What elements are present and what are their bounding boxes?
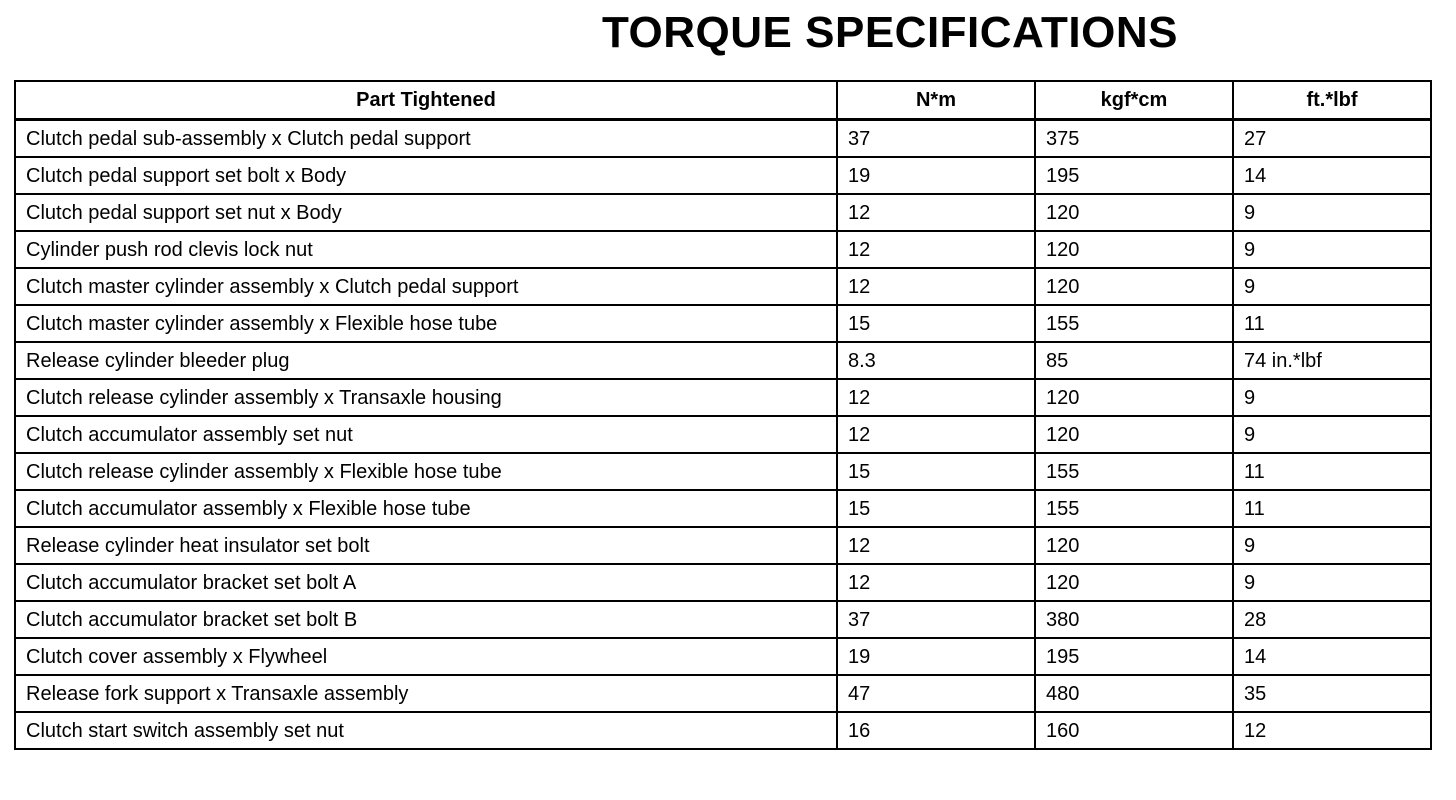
header-part-tightened: Part Tightened xyxy=(15,81,837,120)
cell-ft-lbf: 9 xyxy=(1233,416,1431,453)
cell-kgf-cm: 120 xyxy=(1035,379,1233,416)
cell-part-tightened: Cylinder push rod clevis lock nut xyxy=(15,231,837,268)
cell-kgf-cm: 195 xyxy=(1035,638,1233,675)
cell-part-tightened: Release fork support x Transaxle assembly xyxy=(15,675,837,712)
cell-nm: 19 xyxy=(837,157,1035,194)
table-row xyxy=(15,194,1431,231)
torque-spec-table xyxy=(14,80,1432,750)
cell-part-tightened: Clutch pedal support set nut x Body xyxy=(15,194,837,231)
cell-nm: 8.3 xyxy=(837,342,1035,379)
cell-kgf-cm: 120 xyxy=(1035,231,1233,268)
cell-kgf-cm: 375 xyxy=(1035,120,1233,158)
table-row xyxy=(15,268,1431,305)
cell-ft-lbf: 9 xyxy=(1233,564,1431,601)
cell-nm: 12 xyxy=(837,564,1035,601)
cell-part-tightened: Clutch accumulator assembly x Flexible hose tube xyxy=(15,490,837,527)
cell-kgf-cm: 160 xyxy=(1035,712,1233,749)
cell-ft-lbf: 14 xyxy=(1233,638,1431,675)
cell-nm: 37 xyxy=(837,120,1035,158)
table-row xyxy=(15,564,1431,601)
table-header xyxy=(15,81,1431,120)
cell-kgf-cm: 155 xyxy=(1035,490,1233,527)
cell-nm: 15 xyxy=(837,490,1035,527)
cell-kgf-cm: 120 xyxy=(1035,527,1233,564)
table-row xyxy=(15,231,1431,268)
table-row xyxy=(15,120,1431,158)
cell-ft-lbf: 9 xyxy=(1233,379,1431,416)
table-row xyxy=(15,305,1431,342)
cell-part-tightened: Clutch master cylinder assembly x Clutch pedal support xyxy=(15,268,837,305)
cell-ft-lbf: 12 xyxy=(1233,712,1431,749)
cell-ft-lbf: 27 xyxy=(1233,120,1431,158)
cell-kgf-cm: 120 xyxy=(1035,194,1233,231)
cell-part-tightened: Clutch cover assembly x Flywheel xyxy=(15,638,837,675)
cell-ft-lbf: 74 in.*lbf xyxy=(1233,342,1431,379)
cell-kgf-cm: 85 xyxy=(1035,342,1233,379)
cell-nm: 16 xyxy=(837,712,1035,749)
table-row xyxy=(15,712,1431,749)
cell-nm: 12 xyxy=(837,416,1035,453)
cell-part-tightened: Clutch accumulator assembly set nut xyxy=(15,416,837,453)
table-row xyxy=(15,453,1431,490)
cell-part-tightened: Clutch release cylinder assembly x Transaxle housing xyxy=(15,379,837,416)
cell-nm: 15 xyxy=(837,453,1035,490)
cell-part-tightened: Clutch master cylinder assembly x Flexible hose tube xyxy=(15,305,837,342)
page-title: TORQUE SPECIFICATIONS xyxy=(601,8,1179,57)
cell-ft-lbf: 11 xyxy=(1233,453,1431,490)
header-nm: N*m xyxy=(837,81,1035,120)
cell-part-tightened: Clutch accumulator bracket set bolt B xyxy=(15,601,837,638)
cell-part-tightened: Release cylinder heat insulator set bolt xyxy=(15,527,837,564)
cell-kgf-cm: 195 xyxy=(1035,157,1233,194)
table-body xyxy=(15,120,1431,750)
cell-nm: 12 xyxy=(837,379,1035,416)
cell-nm: 12 xyxy=(837,527,1035,564)
header-kgf-cm: kgf*cm xyxy=(1035,81,1233,120)
cell-nm: 12 xyxy=(837,231,1035,268)
table-row xyxy=(15,157,1431,194)
table-row xyxy=(15,601,1431,638)
cell-part-tightened: Release cylinder bleeder plug xyxy=(15,342,837,379)
cell-nm: 12 xyxy=(837,194,1035,231)
cell-kgf-cm: 155 xyxy=(1035,453,1233,490)
cell-ft-lbf: 11 xyxy=(1233,305,1431,342)
cell-part-tightened: Clutch release cylinder assembly x Flexible hose tube xyxy=(15,453,837,490)
cell-ft-lbf: 14 xyxy=(1233,157,1431,194)
cell-ft-lbf: 35 xyxy=(1233,675,1431,712)
table-row xyxy=(15,675,1431,712)
table-row xyxy=(15,416,1431,453)
table-row xyxy=(15,342,1431,379)
cell-nm: 12 xyxy=(837,268,1035,305)
header-ft-lbf: ft.*lbf xyxy=(1233,81,1431,120)
cell-ft-lbf: 9 xyxy=(1233,194,1431,231)
cell-ft-lbf: 28 xyxy=(1233,601,1431,638)
cell-nm: 37 xyxy=(837,601,1035,638)
cell-ft-lbf: 9 xyxy=(1233,231,1431,268)
cell-part-tightened: Clutch start switch assembly set nut xyxy=(15,712,837,749)
cell-kgf-cm: 380 xyxy=(1035,601,1233,638)
cell-kgf-cm: 120 xyxy=(1035,564,1233,601)
cell-part-tightened: Clutch pedal sub-assembly x Clutch pedal support xyxy=(15,120,837,158)
cell-nm: 19 xyxy=(837,638,1035,675)
table-row xyxy=(15,638,1431,675)
table-row xyxy=(15,490,1431,527)
table-row xyxy=(15,379,1431,416)
header-row xyxy=(15,81,1431,120)
cell-nm: 15 xyxy=(837,305,1035,342)
cell-nm: 47 xyxy=(837,675,1035,712)
cell-ft-lbf: 9 xyxy=(1233,527,1431,564)
cell-ft-lbf: 9 xyxy=(1233,268,1431,305)
cell-kgf-cm: 480 xyxy=(1035,675,1233,712)
cell-kgf-cm: 120 xyxy=(1035,416,1233,453)
cell-kgf-cm: 155 xyxy=(1035,305,1233,342)
cell-part-tightened: Clutch accumulator bracket set bolt A xyxy=(15,564,837,601)
cell-ft-lbf: 11 xyxy=(1233,490,1431,527)
table-row xyxy=(15,527,1431,564)
cell-kgf-cm: 120 xyxy=(1035,268,1233,305)
cell-part-tightened: Clutch pedal support set bolt x Body xyxy=(15,157,837,194)
